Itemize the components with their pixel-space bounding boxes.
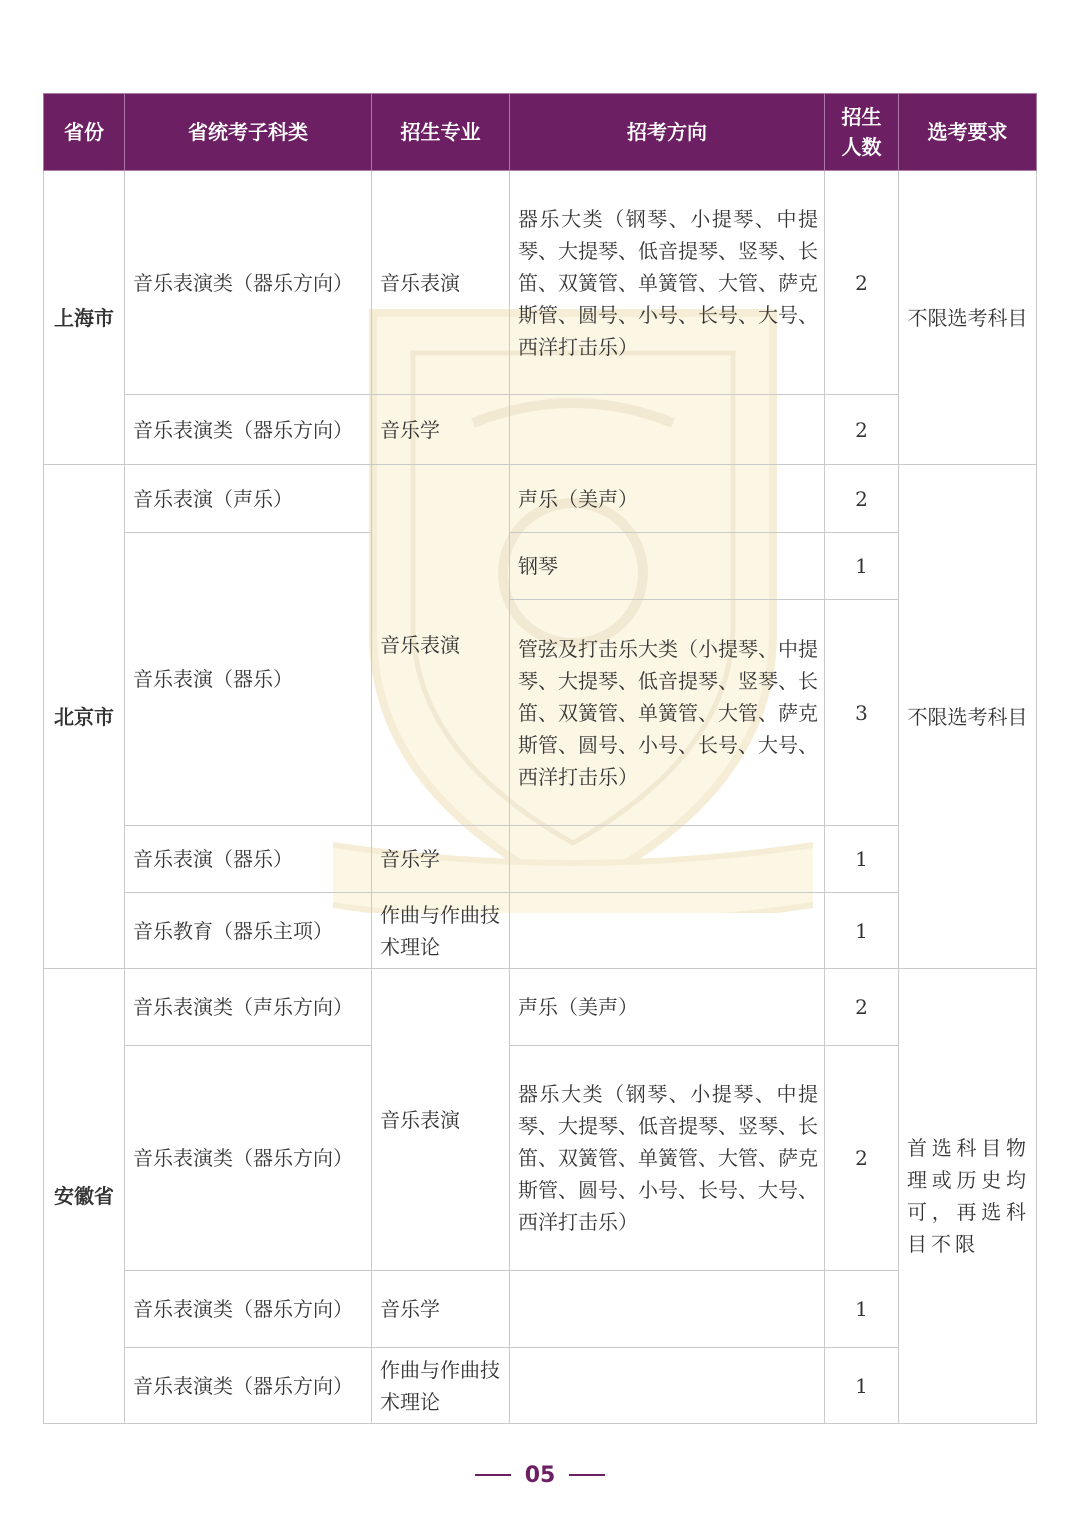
count-cell: 1: [825, 533, 899, 600]
direction-cell: 器乐大类（钢琴、小提琴、中提琴、大提琴、低音提琴、竖琴、长笛、双簧管、单簧管、大管、萨克斯管、圆号、小号、长号、大号、西洋打击乐）: [510, 171, 825, 395]
direction-cell: [510, 395, 825, 465]
count-cell: 2: [825, 171, 899, 395]
table-row: [44, 533, 1037, 600]
direction-cell: [510, 1348, 825, 1424]
count-cell: 1: [825, 1348, 899, 1424]
table-row: [44, 969, 1037, 1046]
table-row: [44, 1348, 1037, 1424]
major-cell: 音乐学: [372, 826, 510, 893]
footer-divider-left: [475, 1474, 511, 1476]
category-cell: 音乐表演类（器乐方向）: [125, 1348, 372, 1424]
count-cell: 2: [825, 395, 899, 465]
admission-table: [43, 93, 1037, 1424]
major-cell: 音乐学: [372, 1271, 510, 1348]
table-row: [44, 1046, 1037, 1271]
header-province: 省份: [44, 94, 125, 171]
table-row: [44, 171, 1037, 395]
category-cell: 音乐表演类（器乐方向）: [125, 395, 372, 465]
category-cell: 音乐表演类（器乐方向）: [125, 171, 372, 395]
count-cell: 1: [825, 1271, 899, 1348]
major-cell: 作曲与作曲技术理论: [372, 893, 510, 969]
major-cell: 音乐表演: [372, 465, 510, 826]
count-cell: 1: [825, 893, 899, 969]
count-cell: 2: [825, 969, 899, 1046]
footer-divider-right: [569, 1474, 605, 1476]
header-count: 招生 人数: [825, 94, 899, 171]
category-cell: 音乐表演类（器乐方向）: [125, 1271, 372, 1348]
table-header-row: [44, 94, 1037, 171]
category-cell: 音乐表演（器乐）: [125, 826, 372, 893]
province-beijing: 北京市: [44, 465, 125, 969]
requirement-beijing: 不限选考科目: [899, 465, 1037, 969]
province-shanghai: 上海市: [44, 171, 125, 465]
major-cell: 音乐表演: [372, 969, 510, 1271]
major-cell: 音乐学: [372, 395, 510, 465]
header-category: 省统考子科类: [125, 94, 372, 171]
requirement-anhui: 首选科目物理或历史均可，再选科目不限: [899, 969, 1037, 1424]
table-row: [44, 465, 1037, 533]
direction-cell: 钢琴: [510, 533, 825, 600]
direction-cell: 声乐（美声）: [510, 969, 825, 1046]
page-footer: [0, 1458, 1080, 1492]
major-cell: 作曲与作曲技术理论: [372, 1348, 510, 1424]
table-row: [44, 1271, 1037, 1348]
category-cell: 音乐表演（器乐）: [125, 533, 372, 826]
count-cell: 3: [825, 600, 899, 826]
category-cell: 音乐表演类（声乐方向）: [125, 969, 372, 1046]
table-row: [44, 395, 1037, 465]
table-row: [44, 893, 1037, 969]
direction-cell: [510, 826, 825, 893]
page-number: 05: [524, 1462, 556, 1488]
header-requirement: 选考要求: [899, 94, 1037, 171]
category-cell: 音乐表演（声乐）: [125, 465, 372, 533]
province-anhui: 安徽省: [44, 969, 125, 1424]
table-row: [44, 826, 1037, 893]
count-cell: 1: [825, 826, 899, 893]
direction-cell: [510, 1271, 825, 1348]
count-cell: 2: [825, 465, 899, 533]
admission-table-container: [43, 93, 1036, 1424]
requirement-shanghai: 不限选考科目: [899, 171, 1037, 465]
header-direction: 招考方向: [510, 94, 825, 171]
direction-cell: 器乐大类（钢琴、小提琴、中提琴、大提琴、低音提琴、竖琴、长笛、双簧管、单簧管、大管、萨克斯管、圆号、小号、长号、大号、西洋打击乐）: [510, 1046, 825, 1271]
category-cell: 音乐表演类（器乐方向）: [125, 1046, 372, 1271]
count-cell: 2: [825, 1046, 899, 1271]
major-cell: 音乐表演: [372, 171, 510, 395]
direction-cell: [510, 893, 825, 969]
direction-cell: 管弦及打击乐大类（小提琴、中提琴、大提琴、低音提琴、竖琴、长笛、双簧管、单簧管、大管、萨克斯管、圆号、小号、长号、大号、西洋打击乐）: [510, 600, 825, 826]
header-major: 招生专业: [372, 94, 510, 171]
direction-cell: 声乐（美声）: [510, 465, 825, 533]
category-cell: 音乐教育（器乐主项）: [125, 893, 372, 969]
